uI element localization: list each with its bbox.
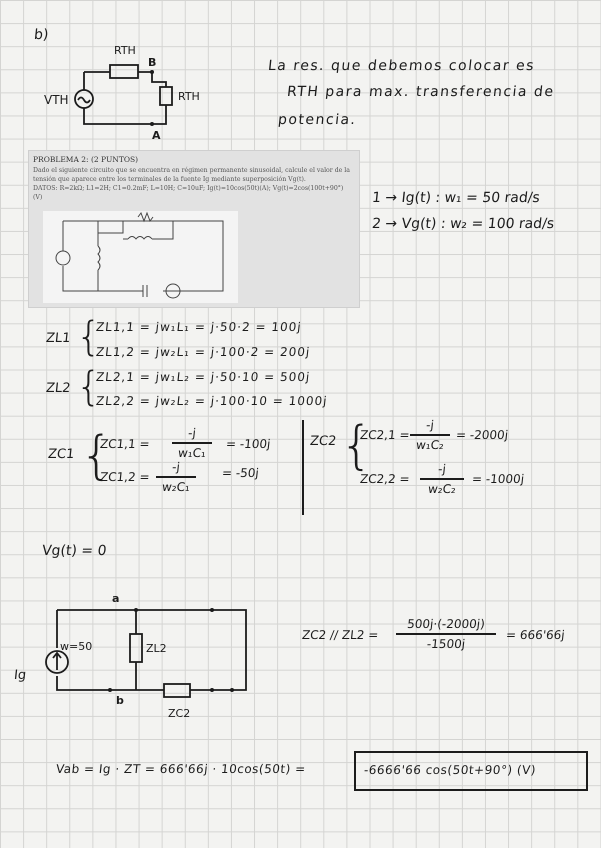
problem-line-4: (V) (33, 194, 43, 201)
zc2-den-1: w₁C₂ (415, 437, 445, 452)
side-resistor-label: RTH (178, 90, 200, 103)
zc1-den-2: w₂C₁ (161, 479, 191, 494)
zl2-line-1: ZL2,1 = jw₁L₂ = j·50·10 = 500j (95, 370, 311, 384)
problem-line-2: tensión que aparece entre los terminales de la fuente Ig mediante superposición Vg(t). (33, 176, 306, 183)
zl2-line-2: ZL2,2 = jw₂L₂ = j·100·10 = 1000j (95, 394, 329, 408)
node-b-label: B (148, 56, 157, 69)
zc1-brace: { (80, 426, 114, 486)
zl1-line-2: ZL1,2 = jw₂L₁ = j·100·2 = 200j (95, 345, 311, 359)
top-resistor-label: RTH (114, 44, 136, 57)
explanation-line-1: La res. que debemos colocar es (267, 58, 536, 74)
result-box (354, 751, 588, 791)
vertical-impedance-label: ZL2 (146, 642, 167, 655)
zl2-brace: { (76, 364, 102, 410)
source-frequency-label: w=50 (60, 640, 93, 653)
problem-line-3: DATOS: R=2kΩ; L1=2H; C1=0.2mF; L=10H; C=10uF; Ig(t)=10cos(50t)(A); Vg(t)=2cos(100t+90°) (33, 185, 344, 192)
explanation-line-2: RTH para max. transferencia de (286, 84, 556, 100)
source-label: VTH (44, 93, 69, 107)
zc1-result-2: = -50j (221, 466, 260, 480)
zl1-brace: { (76, 314, 102, 360)
zl2-label: ZL2 (45, 381, 72, 396)
parallel-lhs: ZC2 // ZL2 = (301, 628, 380, 642)
parallel-fraction (396, 617, 496, 651)
zc1-result-1: = -100j (225, 437, 272, 451)
problem-title: PROBLEMA 2: (2 PUNTOS) (33, 155, 139, 164)
zc2-label: ZC2 (309, 434, 338, 449)
node-a-label: A (152, 129, 161, 142)
problem-line-1: Dado el siguiente circuito que se encuentra en régimen permanente sinusoidal, calcule el valor de la (33, 167, 350, 174)
current-source-label: Ig (13, 668, 27, 683)
zc1-lhs-2: ZC1,2 = (99, 470, 151, 484)
zc2-num-1: -j (425, 418, 435, 432)
zc1-den-1: w₁C₁ (177, 445, 207, 460)
zc1-label: ZC1 (47, 447, 76, 462)
zc2-lhs-1: ZC2,1 = (359, 428, 411, 442)
zc2-result-1: = -2000j (455, 428, 509, 442)
zc2-result-2: = -1000j (471, 472, 525, 486)
zc1-num-1: -j (187, 426, 197, 440)
source-1-line: 1 → Ig(t) : w₁ = 50 rad/s (371, 190, 541, 206)
part-label: b) (33, 27, 50, 43)
parallel-numerator: 500j·(-2000j) (406, 617, 486, 631)
zc2-lhs-2: ZC2,2 = (359, 472, 411, 486)
node-a-bottom: a (112, 592, 120, 605)
zc2-brace: { (340, 416, 374, 476)
zc2-num-2: -j (437, 462, 447, 476)
zl1-label: ZL1 (45, 331, 72, 346)
node-b-bottom: b (116, 694, 124, 707)
final-result: -6666'66 cos(50t+90°) (V) (363, 763, 537, 777)
zc2-den-2: w₂C₂ (427, 481, 457, 496)
horizontal-impedance-label: ZC2 (168, 707, 191, 720)
parallel-denominator: -1500j (426, 636, 466, 651)
zc1-lhs-1: ZC1,1 = (99, 437, 151, 451)
source-2-line: 2 → Vg(t) : w₂ = 100 rad/s (371, 216, 555, 232)
zc1-num-2: -j (171, 460, 181, 474)
final-lhs: Vab = Ig · ZT = 666'66j · 10cos(50t) = (55, 762, 307, 776)
zl1-line-1: ZL1,1 = jw₁L₁ = j·50·2 = 100j (95, 320, 303, 334)
vg-zero-line: Vg(t) = 0 (41, 543, 108, 559)
parallel-result: = 666'66j (505, 628, 566, 642)
explanation-line-3: potencia. (277, 112, 358, 128)
